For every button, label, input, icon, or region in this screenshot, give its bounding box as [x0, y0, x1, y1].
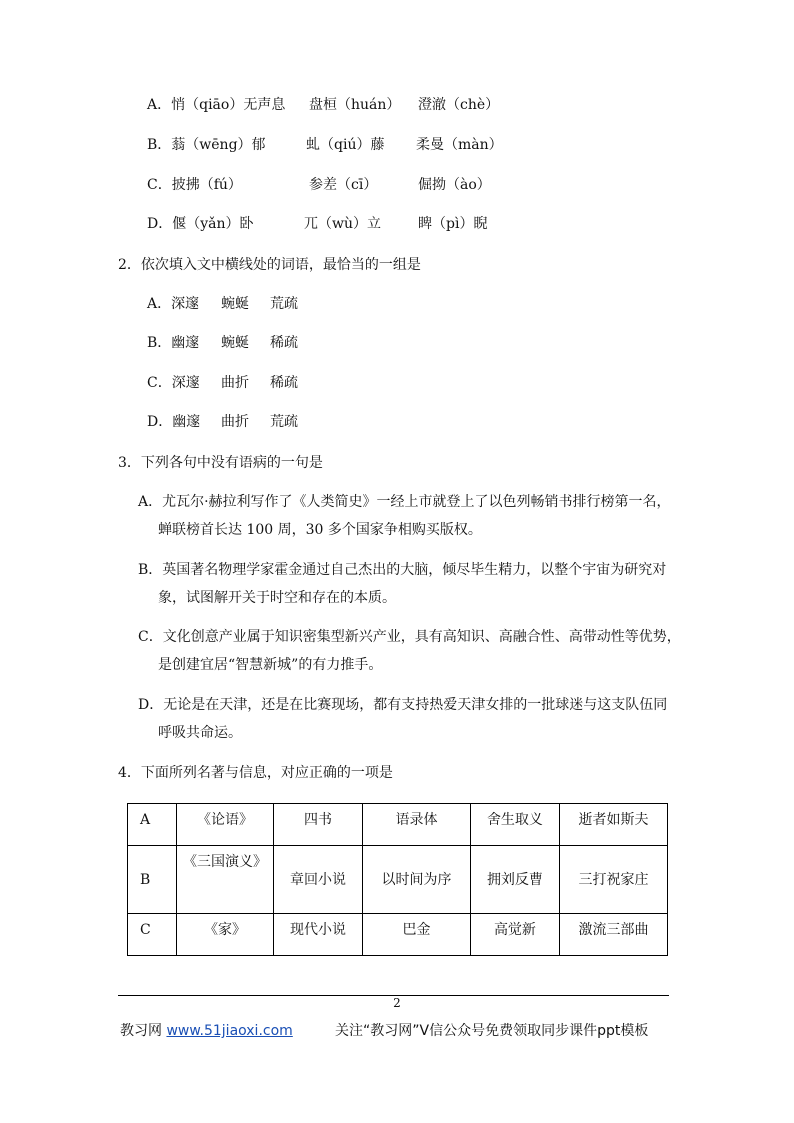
q4-stem: 4．下面所列名著与信息，对应正确的一项是 — [118, 765, 393, 781]
q2-option-a-word2: 蜿蜒 — [221, 296, 249, 312]
q1-option-d-item1: D．偃（yǎn）卧 — [147, 216, 254, 232]
q3-option-b-line2: 象，试图解开关于时空和存在的本质。 — [158, 590, 396, 606]
q2-option-b-word2: 蜿蜒 — [221, 335, 249, 351]
q3-option-d-line2: 呼吸共命运。 — [158, 725, 242, 741]
q3-option-c-line2: 是创建宜居“智慧新城”的有力推手。 — [158, 657, 383, 673]
table-row — [128, 914, 668, 956]
table-cell: 巴金 — [362, 914, 470, 956]
table-cell: 章回小说 — [274, 846, 363, 914]
table-cell: 《家》 — [177, 914, 274, 956]
q4-table — [127, 803, 668, 956]
table-row — [128, 846, 668, 914]
table-cell-label: A — [128, 804, 177, 846]
q2-option-a-word3: 荒疏 — [270, 296, 298, 312]
page-number: 2 — [393, 996, 401, 1010]
table-cell: 现代小说 — [274, 914, 363, 956]
q1-option-b-item1: B．蓊（wēng）郁 — [147, 137, 266, 153]
q2-option-c-word2: 曲折 — [221, 375, 249, 391]
table-cell: 以时间为序 — [362, 846, 470, 914]
q1-option-c-item1: C．披拂（fú） — [147, 177, 242, 193]
table-cell-label: C — [128, 914, 177, 956]
q3-option-a-line2: 蝉联榜首长达 100 周，30 多个国家争相购买版权。 — [158, 522, 482, 538]
q1-option-d-item3: 睥（pì）睨 — [418, 216, 488, 232]
q2-option-d: D．幽邃 — [147, 414, 201, 430]
table-row — [128, 804, 668, 846]
q2-option-c-word3: 稀疏 — [270, 375, 298, 391]
q1-option-a-item2: 盘桓（huán） — [309, 97, 401, 113]
table-cell: 语录体 — [362, 804, 470, 846]
table-cell: 激流三部曲 — [559, 914, 667, 956]
table-cell: 逝者如斯夫 — [559, 804, 667, 846]
table-cell: 高觉新 — [470, 914, 559, 956]
q2-option-d-word3: 荒疏 — [270, 414, 298, 430]
q1-option-d-item2: 兀（wù）立 — [304, 216, 381, 232]
table-cell: 三打祝家庄 — [559, 846, 667, 914]
table-cell: 拥刘反曹 — [470, 846, 559, 914]
q2-option-c: C．深邃 — [147, 375, 200, 391]
table-cell: 舍生取义 — [470, 804, 559, 846]
q2-option-d-word2: 曲折 — [221, 414, 249, 430]
q1-option-c-item3: 倔拗（ào） — [418, 177, 491, 193]
q1-option-c-item2: 参差（cī） — [309, 177, 378, 193]
q3-option-c-line1: C．文化创意产业属于知识密集型新兴产业，具有高知识、高融合性、高带动性等优势， — [138, 629, 681, 645]
q1-option-a-item3: 澄澈（chè） — [418, 97, 500, 113]
q2-option-b-word3: 稀疏 — [270, 335, 298, 351]
q3-option-d-line1: D．无论是在天津，还是在比赛现场，都有支持热爱天津女排的一批球迷与这支队伍同 — [138, 697, 668, 713]
q2-option-b: B．幽邃 — [147, 335, 200, 351]
q2-option-a: A．深邃 — [147, 296, 200, 312]
q1-option-b-item3: 柔曼（màn） — [416, 137, 503, 153]
q3-stem: 3．下列各句中没有语病的一句是 — [118, 455, 323, 471]
table-cell-label: B — [128, 846, 177, 914]
q3-option-a-line1: A．尤瓦尔·赫拉利写作了《人类简史》一经上市就登上了以色列畅销书排行榜第一名， — [138, 494, 671, 510]
footer-site-name: 教习网 — [120, 1023, 162, 1039]
table-cell: 《三国演义》 — [177, 846, 274, 914]
table-cell: 《论语》 — [177, 804, 274, 846]
footer-site-link[interactable]: www.51jiaoxi.com — [166, 1023, 293, 1039]
q1-option-a-item1: A．悄（qiāo）无声息 — [147, 97, 286, 113]
q2-stem: 2．依次填入文中横线处的词语，最恰当的一组是 — [118, 257, 421, 273]
q3-option-b-line1: B．英国著名物理学家霍金通过自己杰出的大脑，倾尽毕生精力，以整个宇宙为研究对 — [138, 562, 667, 578]
footer-brand — [120, 1020, 293, 1040]
table-cell: 四书 — [274, 804, 363, 846]
footer-promo: 关注“教习网”V信公众号免费领取同步课件ppt模板 — [335, 1023, 649, 1039]
q1-option-b-item2: 虬（qiú）藤 — [306, 137, 385, 153]
